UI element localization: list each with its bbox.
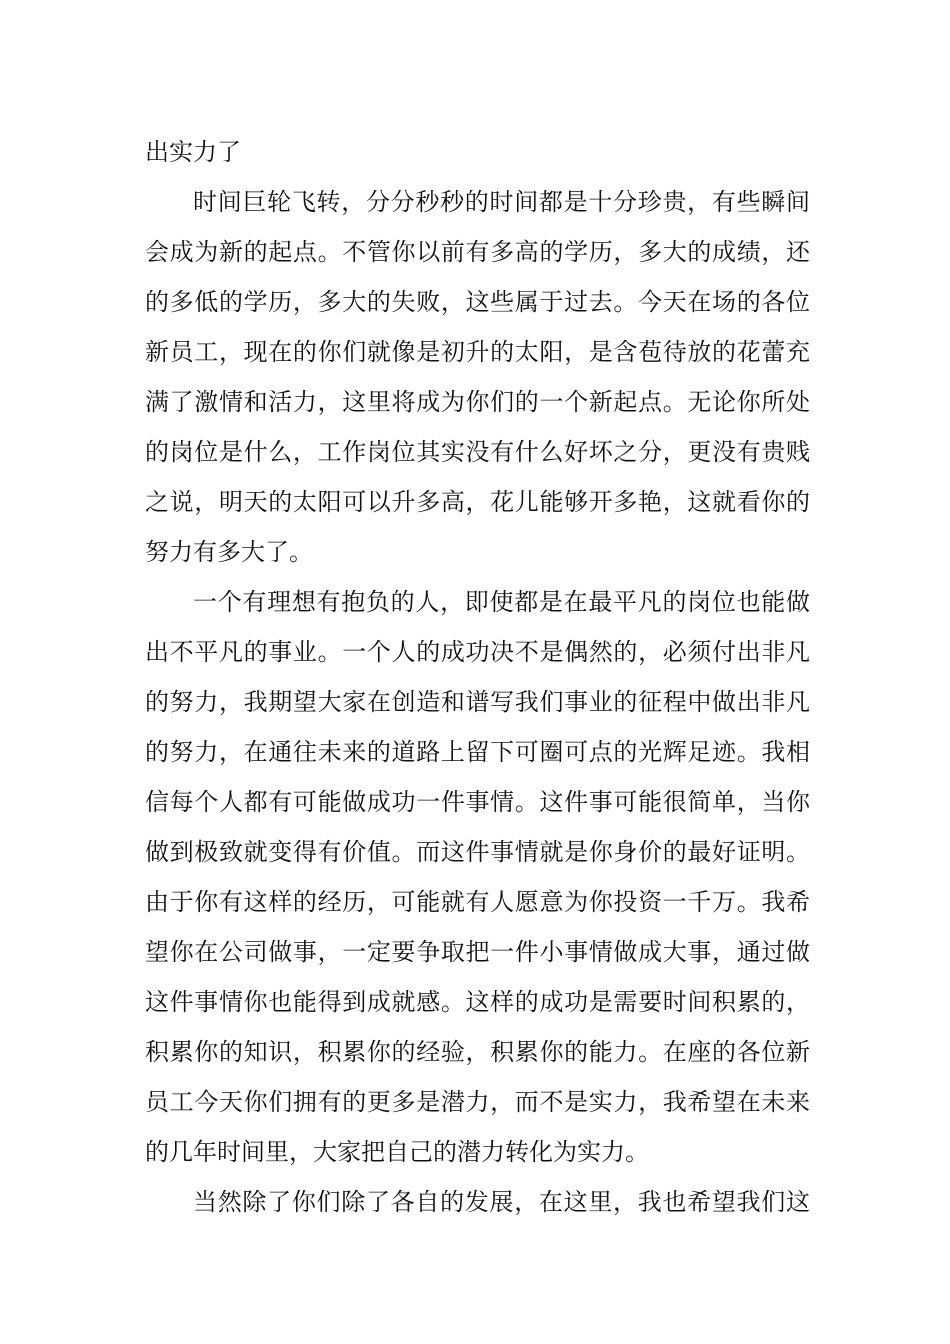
text-line: 新员工，现在的你们就像是初升的太阳，是含苞待放的花蕾充 <box>145 338 810 366</box>
text-line: 出实力了 <box>145 138 241 166</box>
text-line: 做到极致就变得有价值。而这件事情就是你身价的最好证明。 <box>145 838 810 866</box>
text-line: 之说，明天的太阳可以升多高，花儿能够开多艳，这就看你的 <box>145 488 810 516</box>
document-body <box>145 127 810 1227</box>
text-line: 望你在公司做事，一定要争取把一件小事情做成大事，通过做 <box>145 938 810 966</box>
paragraph-first-line: 时间巨轮飞转，分分秒秒的时间都是十分珍贵，有些瞬间 <box>193 188 810 216</box>
text-line: 会成为新的起点。不管你以前有多高的学历，多大的成绩，还 <box>145 238 810 266</box>
text-line: 的努力，我期望大家在创造和谱写我们事业的征程中做出非凡 <box>145 688 810 716</box>
text-line: 满了激情和活力，这里将成为你们的一个新起点。无论你所处 <box>145 388 810 416</box>
text-line: 的努力，在通往未来的道路上留下可圈可点的光辉足迹。我相 <box>145 738 810 766</box>
text-line: 的几年时间里，大家把自己的潜力转化为实力。 <box>145 1138 649 1166</box>
paragraph-first-line: 当然除了你们除了各自的发展，在这里，我也希望我们这 <box>193 1188 810 1216</box>
text-line: 这件事情你也能得到成就感。这样的成功是需要时间积累的， <box>145 988 810 1016</box>
paragraph-first-line: 一个有理想有抱负的人，即使都是在最平凡的岗位也能做 <box>193 588 810 616</box>
text-line: 的岗位是什么，工作岗位其实没有什么好坏之分，更没有贵贱 <box>145 438 810 466</box>
text-line: 员工今天你们拥有的更多是潜力，而不是实力，我希望在未来 <box>145 1088 810 1116</box>
text-line: 由于你有这样的经历，可能就有人愿意为你投资一千万。我希 <box>145 888 810 916</box>
text-line: 积累你的知识，积累你的经验，积累你的能力。在座的各位新 <box>145 1038 810 1066</box>
text-line: 出不平凡的事业。一个人的成功决不是偶然的，必须付出非凡 <box>145 638 810 666</box>
text-line: 的多低的学历，多大的失败，这些属于过去。今天在场的各位 <box>145 288 810 316</box>
text-line: 努力有多大了。 <box>145 538 313 566</box>
text-line: 信每个人都有可能做成功一件事情。这件事可能很简单，当你 <box>145 788 810 816</box>
